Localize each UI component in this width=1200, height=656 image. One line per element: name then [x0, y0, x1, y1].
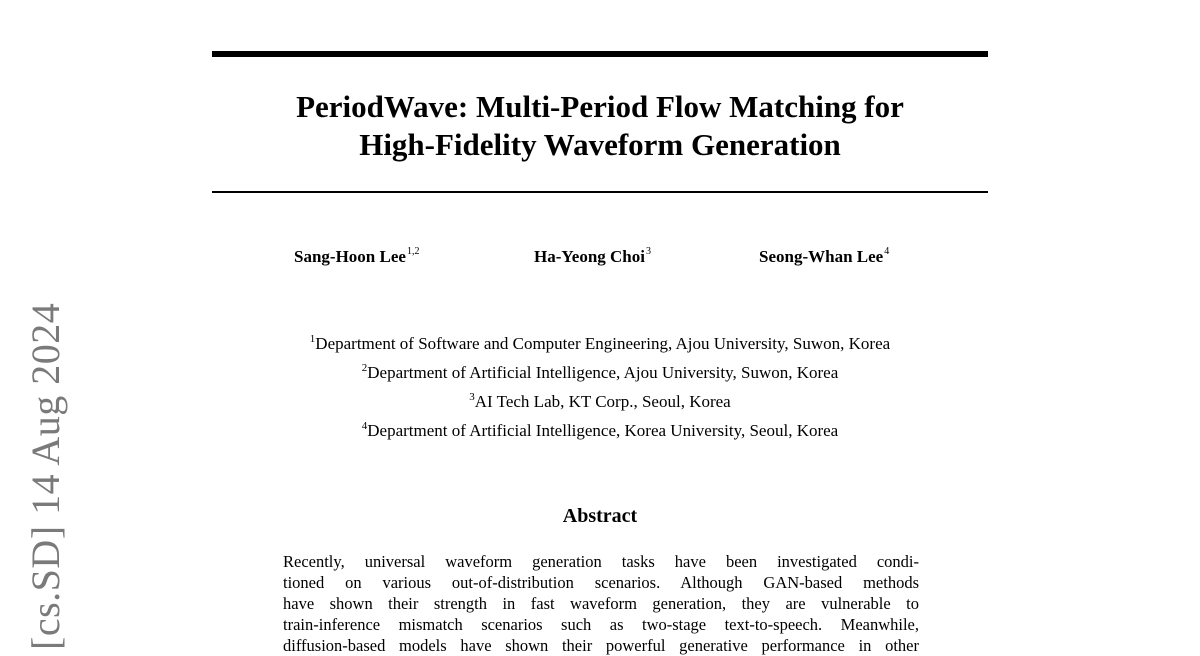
title-line-2: High-Fidelity Waveform Generation [359, 127, 841, 162]
affiliation-text: Department of Artificial Intelligence, Korea University, Seoul, Korea [367, 421, 839, 440]
abstract-heading: Abstract [562, 505, 638, 527]
author-name: Seong-Whan Lee [759, 247, 884, 266]
title-rule [212, 191, 988, 193]
abstract-line: train-inference mismatch scenarios such as two-stage text-to-speech. Meanwhile, [283, 615, 919, 634]
abstract-line: tioned on various out-of-distribution scenarios. Although GAN-based methods [283, 573, 919, 592]
author-name: Sang-Hoon Lee [294, 247, 406, 266]
abstract-body [283, 551, 919, 656]
affiliation-mark: 3 [469, 391, 475, 403]
author-list [0, 246, 1200, 276]
top-rule [212, 51, 988, 57]
abstract-line: Recently, universal waveform generation tasks have been investigated condi- [283, 552, 919, 571]
affiliation-3 [212, 385, 988, 414]
paper-title [212, 88, 988, 164]
arxiv-side-stamp: [cs.SD] 14 Aug 2024 [23, 302, 68, 650]
author-1 [294, 246, 419, 267]
author-3 [759, 246, 889, 267]
title-line-1: PeriodWave: Multi-Period Flow Matching for [296, 89, 904, 124]
affiliation-mark: 4 [361, 420, 368, 432]
author-name: Ha-Yeong Choi [534, 247, 645, 266]
affiliation-text: AI Tech Lab, KT Corp., Seoul, Korea [474, 392, 731, 411]
affiliation-mark: 1 [309, 333, 316, 345]
author-affiliation-mark: 4 [884, 246, 890, 257]
affiliation-text: Department of Artificial Intelligence, Ajou University, Suwon, Korea [367, 363, 839, 382]
affiliation-2 [212, 356, 988, 385]
affiliation-4 [212, 414, 988, 443]
affiliation-list [212, 327, 988, 443]
author-2 [534, 246, 651, 267]
affiliation-1 [212, 327, 988, 356]
author-affiliation-mark: 3 [645, 246, 651, 257]
abstract-line: have shown their strength in fast waveform generation, they are vulnerable to [283, 594, 919, 613]
author-affiliation-mark: 1,2 [406, 246, 420, 257]
affiliation-text: Department of Software and Computer Engineering, Ajou University, Suwon, Korea [315, 334, 891, 353]
affiliation-mark: 2 [361, 362, 368, 374]
abstract-line: diffusion-based models have shown their powerful generative performance in other [283, 636, 919, 655]
